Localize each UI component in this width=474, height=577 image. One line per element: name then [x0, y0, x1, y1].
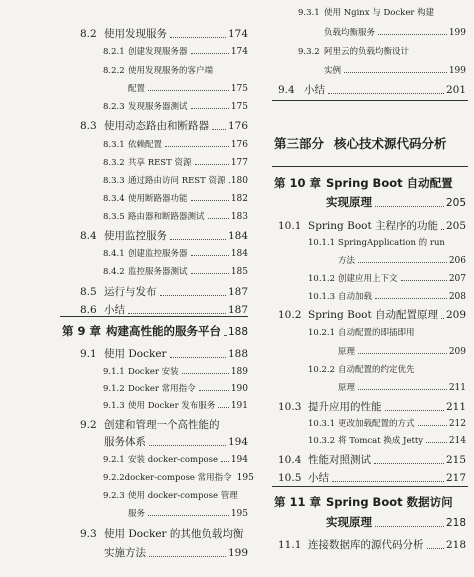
entry-number: 8.3.2 — [103, 158, 125, 168]
toc-entry — [278, 452, 466, 467]
entry-page: 191 — [230, 401, 248, 411]
toc-entry — [308, 326, 466, 338]
chapter-title: 实现原理 — [326, 515, 372, 529]
leader-dots — [344, 72, 447, 73]
entry-number: 8.2.1 — [103, 47, 125, 57]
entry-number: 10.1 — [278, 220, 302, 232]
entry-page: 218 — [445, 517, 466, 529]
toc-entry — [278, 537, 466, 552]
entry-title: 创建和管理一个高性能的 — [104, 419, 220, 431]
entry-title: 使用发现服务 — [104, 28, 167, 40]
toc-entry — [324, 26, 466, 38]
entry-title: 阿里云的负载均衡设计 — [324, 47, 410, 57]
entry-title: 使用 Docker 发布服务 — [128, 401, 216, 411]
entry-page: 208 — [448, 292, 466, 302]
leader-dots — [328, 93, 444, 94]
toc-entry — [278, 307, 466, 322]
entry-title: 使用动态路由和断路器 — [104, 120, 209, 132]
entry-page: 180 — [230, 176, 248, 186]
toc-entry — [104, 434, 248, 449]
entry-title: 提升应用的性能 — [308, 401, 382, 413]
entry-number: 9.3.2 — [298, 47, 320, 57]
toc-entry — [103, 45, 248, 57]
leader-dots — [375, 298, 447, 299]
toc-entry — [80, 346, 248, 361]
entry-page: 215 — [445, 454, 466, 466]
entry-title: 创建应用上下文 — [338, 274, 398, 284]
entry-number: 10.2 — [278, 309, 302, 321]
toc-entry — [80, 302, 248, 317]
entry-page: 184 — [227, 230, 248, 242]
entry-title: 通过路由访问 REST 资源 — [128, 176, 226, 186]
leader-dots — [426, 442, 447, 443]
toc-entry — [278, 82, 466, 97]
toc-entry — [308, 290, 466, 302]
entry-page: 205 — [445, 197, 466, 209]
entry-number: 8.4.1 — [103, 249, 125, 259]
leader-dots — [148, 90, 229, 91]
entry-number: 9.1.2 — [103, 384, 125, 394]
leader-dots — [374, 463, 444, 464]
entry-number: 9.1.1 — [103, 367, 125, 377]
leader-dots — [441, 229, 444, 230]
toc-entry — [103, 265, 248, 277]
toc-entry — [80, 284, 248, 299]
entry-number: 9.3 — [80, 528, 97, 540]
chapter-number: 第 10 章 — [274, 176, 322, 190]
leader-dots — [128, 313, 226, 314]
entry-title: 服务 — [128, 509, 146, 519]
part-divider — [272, 100, 468, 101]
leader-dots — [148, 515, 229, 516]
entry-number: 9.2.2 — [103, 473, 125, 483]
toc-entry — [103, 471, 254, 483]
entry-number: 8.4.2 — [103, 267, 125, 277]
leader-dots — [358, 262, 447, 263]
entry-title: 原理 — [338, 383, 356, 393]
entry-title: docker-compose 常用指令 — [124, 473, 232, 483]
entry-page: 205 — [445, 220, 466, 232]
entry-number: 8.2.3 — [103, 102, 125, 112]
entry-title: 使用发现服务的客户端 — [128, 66, 214, 76]
toc-entry — [298, 6, 466, 18]
chapter-divider — [272, 166, 468, 167]
entry-page: 175 — [230, 84, 248, 94]
leader-dots — [378, 34, 447, 35]
entry-title: 创建监控服务器 — [128, 249, 188, 259]
entry-page: 194 — [227, 436, 248, 448]
leader-dots — [191, 273, 229, 274]
entry-page: 199 — [227, 547, 248, 559]
chapter-title: 实现原理 — [326, 195, 372, 209]
leader-dots — [332, 481, 444, 482]
entry-number: 8.3.4 — [103, 194, 125, 204]
entry-number: 8.4 — [80, 230, 97, 242]
entry-page: 188 — [227, 326, 248, 338]
entry-title: Spring Boot 自动配置原理 — [308, 309, 439, 321]
toc-entry — [103, 210, 248, 222]
leader-dots — [191, 200, 229, 201]
entry-title: 使用断路器功能 — [128, 194, 188, 204]
toc-entry — [298, 45, 466, 57]
entry-title: 运行与发布 — [104, 286, 157, 298]
leader-dots — [199, 390, 229, 391]
chapter-title: Spring Boot 自动配置 — [326, 176, 453, 190]
entry-number: 10.3 — [278, 401, 302, 413]
leader-dots — [170, 357, 226, 358]
entry-number: 9.2 — [80, 419, 97, 431]
leader-dots — [218, 407, 228, 408]
toc-entry — [80, 118, 248, 133]
entry-number: 9.3.1 — [298, 8, 320, 18]
entry-page: 175 — [230, 102, 248, 112]
entry-title: 共享 REST 资源 — [128, 158, 192, 168]
entry-title: 使用监控服务 — [104, 230, 167, 242]
entry-page: 188 — [227, 348, 248, 360]
entry-number: 10.1.1 — [308, 238, 336, 248]
entry-page: 190 — [230, 384, 248, 394]
entry-title: 原理 — [338, 347, 356, 357]
toc-entry — [103, 399, 248, 411]
entry-title: 配置 — [128, 84, 146, 94]
chapter-title: 构建高性能的服务平台 — [106, 324, 221, 338]
toc-entry — [103, 100, 248, 112]
entry-number: 8.3 — [80, 120, 97, 132]
toc-entry — [308, 434, 466, 446]
entry-page: 209 — [445, 309, 466, 321]
entry-title: 连接数据库的源代码分析 — [308, 539, 424, 551]
part-title: 核心技术源代码分析 — [334, 136, 447, 151]
entry-page: 199 — [448, 66, 466, 76]
leader-dots — [191, 255, 229, 256]
entry-title: 依赖配置 — [128, 140, 163, 150]
entry-page: 209 — [448, 347, 466, 357]
toc-entry — [338, 345, 466, 357]
toc-entry — [278, 399, 466, 414]
leader-dots — [375, 526, 444, 527]
entry-page: 187 — [227, 286, 248, 298]
leader-dots — [441, 318, 444, 319]
entry-page: 201 — [445, 84, 466, 96]
entry-number: 8.2 — [80, 28, 97, 40]
toc-entry — [80, 228, 248, 243]
entry-title: Docker 常用指令 — [128, 384, 196, 394]
entry-title: SpringApplication 的 run — [338, 238, 445, 248]
entry-page: 174 — [227, 28, 248, 40]
toc-entry — [103, 489, 248, 501]
entry-number: 10.1.3 — [308, 292, 336, 302]
leader-dots — [149, 445, 226, 446]
entry-page: 187 — [227, 304, 248, 316]
entry-title: 小结 — [104, 304, 125, 316]
toc-entry — [103, 365, 248, 377]
entry-page: 207 — [448, 274, 466, 284]
entry-number: 9.1.3 — [103, 401, 125, 411]
toc-entry — [308, 272, 466, 284]
entry-title: 自动配置的即插即用 — [338, 328, 415, 338]
leader-dots — [427, 548, 444, 549]
entry-number: 9.1 — [80, 348, 97, 360]
toc-entry — [338, 381, 466, 393]
entry-number: 8.2.2 — [103, 66, 125, 76]
entry-page: 212 — [448, 419, 466, 429]
chapter-heading — [274, 494, 466, 510]
leader-dots — [160, 295, 226, 296]
leader-dots — [375, 206, 444, 207]
toc-entry — [308, 236, 466, 248]
entry-page: 206 — [448, 256, 466, 266]
toc-entry — [128, 507, 248, 519]
toc-entry — [128, 82, 248, 94]
entry-title: Docker 安装 — [128, 367, 179, 377]
entry-title: 服务体系 — [104, 436, 146, 448]
entry-number: 9.2.3 — [103, 491, 125, 501]
toc-entry — [103, 382, 248, 394]
entry-title: 小结 — [308, 472, 329, 484]
entry-page: 211 — [445, 401, 466, 413]
entry-page: 183 — [230, 212, 248, 222]
toc-entry — [80, 417, 248, 432]
entry-page: 176 — [230, 140, 248, 150]
toc-entry — [104, 545, 248, 560]
chapter-number: 第 9 章 — [62, 324, 102, 338]
entry-title: 使用 Docker — [104, 348, 167, 360]
entry-number: 10.2.2 — [308, 365, 336, 375]
toc-entry — [80, 526, 248, 541]
entry-page: 176 — [227, 120, 248, 132]
toc-entry — [103, 192, 248, 204]
toc-entry — [278, 470, 466, 485]
entry-page: 174 — [230, 47, 248, 57]
part-heading — [274, 134, 468, 152]
toc-entry — [103, 247, 248, 259]
leader-dots — [170, 239, 226, 240]
entry-number: 9.4 — [278, 84, 295, 96]
entry-title: 安装 docker-compose — [128, 455, 219, 465]
entry-number: 10.3.1 — [308, 419, 336, 429]
toc-entry — [103, 138, 248, 150]
leader-dots — [358, 353, 447, 354]
leader-dots — [170, 37, 226, 38]
entry-number: 10.3.2 — [308, 436, 336, 446]
entry-page: 217 — [445, 472, 466, 484]
entry-number: 9.2.1 — [103, 455, 125, 465]
entry-title: 负载均衡服务 — [324, 28, 376, 38]
leader-dots — [401, 280, 447, 281]
entry-title: 自动加载 — [338, 292, 373, 302]
leader-dots — [224, 335, 226, 336]
chapter-number: 第 11 章 — [274, 495, 322, 509]
entry-page: 211 — [448, 383, 466, 393]
entry-title: 创建发现服务器 — [128, 47, 188, 57]
entry-page: 199 — [448, 28, 466, 38]
chapter-title: Spring Boot 数据访问 — [326, 495, 453, 509]
leader-dots — [191, 108, 229, 109]
chapter-divider — [272, 486, 468, 487]
leader-dots — [191, 53, 229, 54]
entry-title: Spring Boot 主程序的功能 — [308, 220, 439, 232]
entry-number: 8.5 — [80, 286, 97, 298]
chapter-heading — [62, 323, 248, 339]
leader-dots — [208, 218, 229, 219]
entry-title: 使用 docker-compose 管理 — [128, 491, 238, 501]
entry-page: 185 — [230, 267, 248, 277]
entry-title: 实例 — [324, 66, 342, 76]
chapter-heading — [326, 514, 466, 530]
entry-number: 8.6 — [80, 304, 97, 316]
entry-title: 更改加载配置的方式 — [338, 419, 415, 429]
leader-dots — [195, 164, 229, 165]
entry-number: 10.1.2 — [308, 274, 336, 284]
toc-entry — [103, 156, 248, 168]
leader-dots — [385, 410, 444, 411]
entry-number: 11.1 — [278, 539, 302, 551]
chapter-heading — [326, 194, 466, 210]
entry-page: 177 — [230, 158, 248, 168]
entry-title: 使用 Docker 的其他负载均衡 — [104, 528, 244, 540]
entry-number: 8.3.3 — [103, 176, 125, 186]
entry-page: 195 — [230, 509, 248, 519]
entry-title: 路由器和断路器测试 — [128, 212, 205, 222]
entry-page: 184 — [230, 249, 248, 259]
entry-title: 监控服务器测试 — [128, 267, 188, 277]
entry-title: 将 Tomcat 换成 Jetty — [338, 436, 424, 446]
chapter-divider — [60, 316, 248, 317]
leader-dots — [221, 461, 229, 462]
toc-entry — [278, 218, 466, 233]
entry-page: 195 — [236, 473, 254, 483]
toc-entry — [324, 64, 466, 76]
chapter-heading — [274, 175, 466, 191]
toc-entry — [338, 254, 466, 266]
entry-number: 10.5 — [278, 472, 302, 484]
entry-title: 方法 — [338, 256, 356, 266]
part-number: 第三部分 — [274, 136, 325, 151]
entry-number: 8.3.1 — [103, 140, 125, 150]
entry-title: 使用 Nginx 与 Docker 构建 — [324, 8, 435, 18]
toc-entry — [103, 64, 248, 76]
entry-page: 194 — [230, 455, 248, 465]
entry-page: 214 — [448, 436, 466, 446]
toc-entry — [308, 363, 466, 375]
leader-dots — [212, 129, 226, 130]
entry-page: 218 — [445, 539, 466, 551]
leader-dots — [149, 556, 226, 557]
entry-title: 自动配置的约定优先 — [338, 365, 415, 375]
entry-title: 发现服务器测试 — [128, 102, 188, 112]
entry-page: 182 — [230, 194, 248, 204]
toc-entry — [80, 26, 248, 41]
leader-dots — [182, 373, 229, 374]
toc-entry — [308, 417, 466, 429]
leader-dots — [418, 425, 447, 426]
entry-number: 10.2.1 — [308, 328, 336, 338]
entry-number: 10.4 — [278, 454, 302, 466]
entry-title: 小结 — [304, 84, 325, 96]
leader-dots — [358, 389, 447, 390]
entry-number: 8.3.5 — [103, 212, 125, 222]
toc-entry — [103, 174, 248, 186]
entry-title: 实施方法 — [104, 547, 146, 559]
toc-entry — [103, 453, 248, 465]
entry-page: 189 — [230, 367, 248, 377]
leader-dots — [165, 146, 229, 147]
entry-title: 性能对照测试 — [308, 454, 371, 466]
